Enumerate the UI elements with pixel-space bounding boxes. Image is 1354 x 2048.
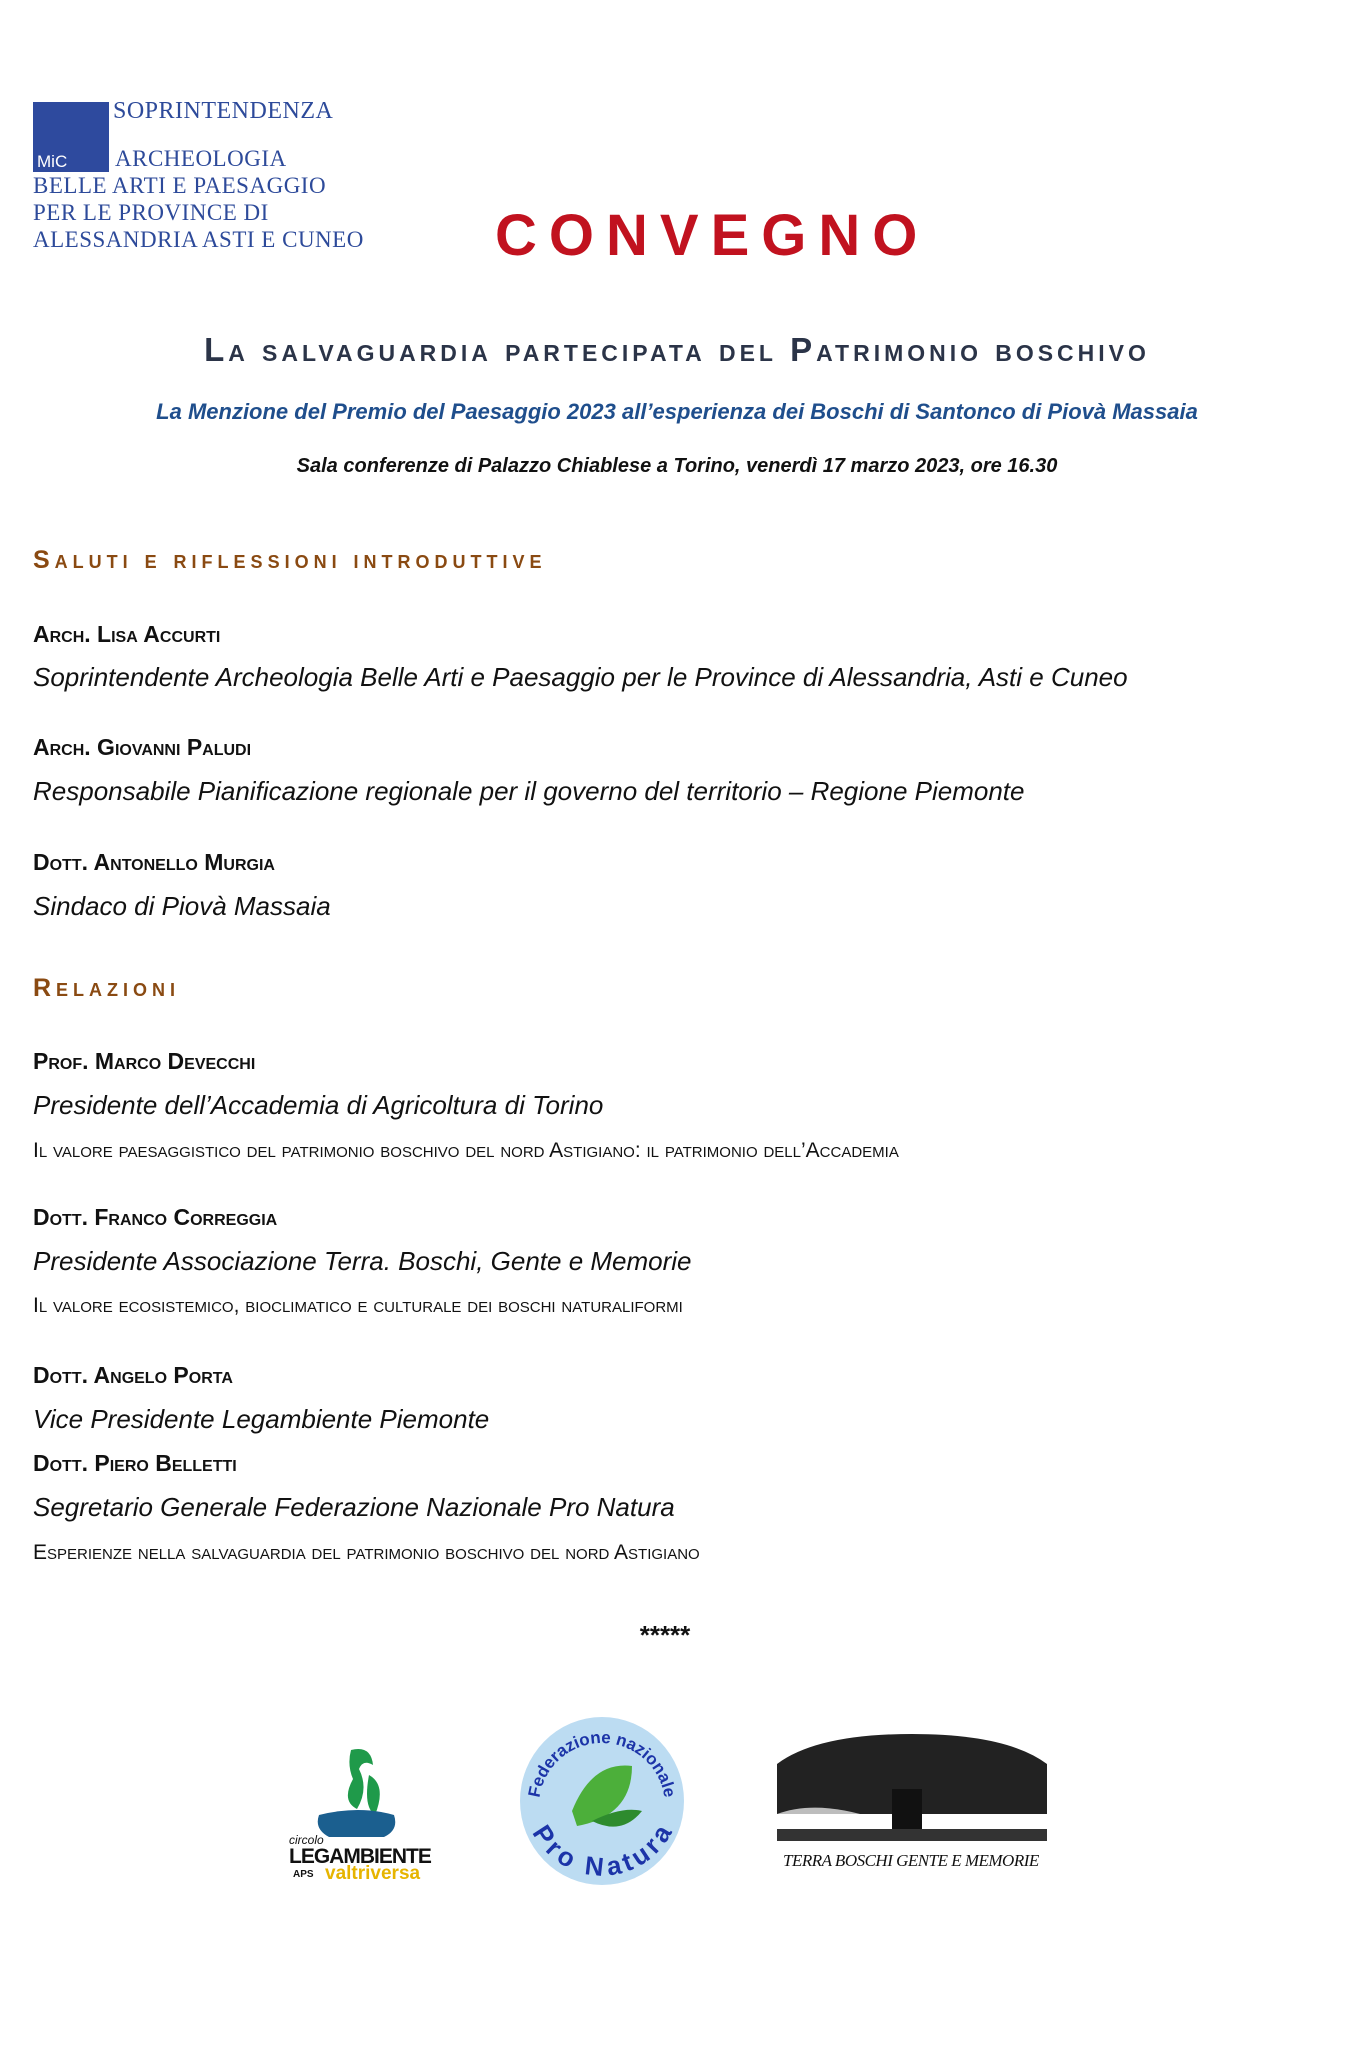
speaker-role: Soprintendente Archeologia Belle Arti e Paesaggio per le Province di Alessandria, Asti e Cuneo [33,662,1128,692]
speaker-name: Arch. Giovanni Paludi [33,734,252,760]
pro-natura-logo [517,1716,687,1886]
speaker-role: Sindaco di Piovà Massaia [33,891,331,921]
event-type-heading: CONVEGNO [495,203,930,268]
section-heading-saluti: Saluti e riflessioni introduttive [33,546,547,574]
soprintendenza-logo [33,100,423,260]
speaker-role: Presidente dell’Accademia di Agricoltura di Torino [33,1090,604,1120]
event-title: La salvaguardia partecipata del Patrimonio boschivo [204,331,1150,368]
talk-topic: Esperienze nella salvaguardia del patrimonio boschivo del nord Astigiano [33,1541,700,1564]
event-subtitle: La Menzione del Premio del Paesaggio 2023 all’esperienza dei Boschi di Santonco di Piovà Massaia [156,399,1198,424]
swan-hand-icon [289,1745,429,1840]
speaker-name: Arch. Lisa Accurti [33,621,221,647]
speaker-role: Vice Presidente Legambiente Piemonte [33,1404,490,1434]
speaker-name: Dott. Franco Correggia [33,1204,278,1230]
speaker-role: Responsabile Pianificazione regionale per il governo del territorio – Regione Piemonte [33,776,1025,806]
speaker-name: Prof. Marco Devecchi [33,1048,256,1074]
logo-line: BELLE ARTI E PAESAGGIO [33,173,327,198]
logo-line: ARCHEOLOGIA [115,146,287,171]
speaker-role: Segretario Generale Federazione Nazionale Pro Natura [33,1492,675,1522]
speaker-role: Presidente Associazione Terra. Boschi, Gente e Memorie [33,1246,692,1276]
mic-emblem-icon: MiC [33,102,109,172]
logo-line: PER LE PROVINCE DI [33,200,269,225]
separator: ***** [639,1620,691,1650]
legambiente-logo: circolo LEGAMBIENTE APS valtriversa [289,1745,429,1885]
speaker-name: Dott. Antonello Murgia [33,849,275,875]
talk-topic: Il valore paesaggistico del patrimonio boschivo del nord Astigiano: il patrimonio dell’Accademia [33,1139,899,1162]
svg-text:Pro Natura: Pro Natura [526,1819,678,1883]
logo-line: SOPRINTENDENZA [113,98,334,124]
speaker-name: Dott. Piero Belletti [33,1450,237,1476]
svg-text:Federazione nazionale: Federazione nazionale [524,1727,680,1799]
logo-line: ALESSANDRIA ASTI E CUNEO [33,227,364,252]
speaker-name: Dott. Angelo Porta [33,1362,233,1388]
terra-boschi-logo: TERRA BOSCHI GENTE E MEMORIE [777,1729,1047,1879]
section-heading-relazioni: Relazioni [33,974,181,1002]
tree-engraving-icon [777,1729,1047,1849]
event-venue-date: Sala conferenze di Palazzo Chiablese a Torino, venerdì 17 marzo 2023, ore 16.30 [296,455,1058,477]
talk-topic: Il valore ecosistemico, bioclimatico e culturale dei boschi naturaliformi [33,1294,683,1317]
